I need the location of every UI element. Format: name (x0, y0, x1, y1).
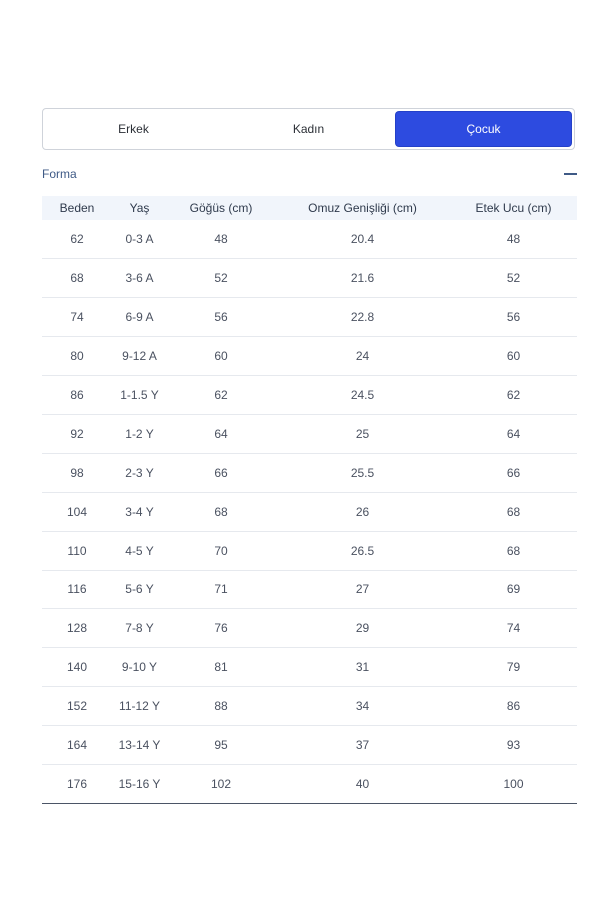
table-row (42, 570, 577, 609)
section-title: Forma (42, 167, 77, 181)
cell-yas: 13-14 Y (118, 738, 161, 753)
header-gogus: Göğüs (cm) (189, 201, 253, 215)
cell-yas: 15-16 Y (118, 776, 161, 791)
cell-etek-ucu: 86 (506, 699, 521, 714)
cell-beden: 80 (70, 349, 84, 364)
cell-etek-ucu: 74 (506, 621, 521, 636)
size-table (42, 196, 577, 804)
table-row (42, 414, 577, 453)
table-row (42, 764, 577, 803)
header-yas: Yaş (129, 201, 150, 215)
table-row (42, 609, 577, 648)
cell-omuz-genisligi: 40 (355, 776, 370, 791)
cell-etek-ucu: 100 (503, 776, 524, 791)
cell-omuz-genisligi: 37 (355, 738, 370, 753)
cell-yas: 9-10 Y (121, 660, 158, 675)
cell-yas: 7-8 Y (125, 621, 154, 636)
cell-beden: 176 (66, 776, 88, 791)
cell-gogus: 88 (214, 699, 228, 714)
cell-etek-ucu: 66 (506, 465, 521, 480)
table-row (42, 337, 577, 376)
table-row (42, 298, 577, 337)
cell-gogus: 60 (214, 349, 228, 364)
header-beden: Beden (59, 201, 95, 215)
table-row (42, 220, 577, 259)
cell-omuz-genisligi: 26 (355, 504, 370, 519)
cell-etek-ucu: 52 (506, 271, 521, 286)
cell-gogus: 81 (214, 660, 228, 675)
cell-etek-ucu: 68 (506, 504, 521, 519)
cell-beden: 86 (70, 388, 84, 402)
cell-etek-ucu: 60 (506, 349, 521, 364)
cell-etek-ucu: 79 (506, 660, 521, 675)
cell-omuz-genisligi: 27 (355, 582, 370, 597)
cell-etek-ucu: 93 (506, 738, 521, 753)
cell-omuz-genisligi: 25.5 (350, 465, 375, 480)
cell-yas: 3-4 Y (125, 504, 154, 519)
cell-yas: 2-3 Y (125, 465, 154, 480)
cell-yas: 4-5 Y (125, 543, 154, 558)
cell-omuz-genisligi: 24.5 (350, 388, 375, 402)
cell-gogus: 76 (214, 621, 228, 636)
cell-omuz-genisligi: 31 (355, 660, 370, 675)
cell-gogus: 56 (214, 310, 228, 325)
table-header-row (42, 196, 577, 220)
tab-erkek[interactable]: Erkek (118, 122, 149, 136)
cell-yas: 6-9 A (125, 310, 154, 325)
cell-yas: 0-3 A (125, 232, 154, 247)
section-header-forma[interactable] (42, 163, 577, 185)
cell-etek-ucu: 68 (506, 543, 521, 558)
cell-beden: 98 (70, 465, 84, 480)
cell-beden: 62 (70, 232, 84, 247)
cell-yas: 9-12 A (122, 349, 157, 364)
cell-gogus: 66 (214, 465, 228, 480)
cell-beden: 92 (70, 426, 84, 441)
table-row (42, 687, 577, 726)
table-row (42, 648, 577, 687)
table-row (42, 259, 577, 298)
cell-etek-ucu: 56 (506, 310, 521, 325)
tab-kadin[interactable]: Kadın (292, 122, 325, 136)
cell-beden: 164 (66, 738, 88, 753)
cell-gogus: 71 (214, 582, 228, 597)
tab-cocuk[interactable]: Çocuk (396, 112, 571, 146)
cell-gogus: 62 (214, 388, 228, 402)
cell-omuz-genisligi: 29 (355, 621, 370, 636)
cell-yas: 3-6 A (125, 271, 154, 286)
gender-tabs (42, 108, 575, 150)
cell-omuz-genisligi: 34 (355, 699, 370, 714)
table-row (42, 453, 577, 492)
table-row (42, 531, 577, 570)
cell-beden: 68 (70, 271, 84, 286)
cell-etek-ucu: 64 (506, 426, 521, 441)
cell-yas: 1-2 Y (125, 426, 154, 441)
header-omuz-genisligi: Omuz Genişliği (cm) (308, 201, 417, 215)
cell-beden: 152 (66, 699, 88, 714)
table-row (42, 376, 577, 415)
cell-beden: 104 (66, 504, 88, 519)
cell-yas: 5-6 Y (125, 582, 154, 597)
cell-beden: 74 (70, 310, 84, 325)
minus-icon[interactable] (563, 167, 577, 181)
cell-beden: 128 (66, 621, 88, 636)
cell-gogus: 64 (214, 426, 228, 441)
cell-omuz-genisligi: 26.5 (350, 543, 375, 558)
cell-beden: 110 (67, 543, 87, 558)
header-etek-ucu: Etek Ucu (cm) (475, 201, 552, 215)
cell-omuz-genisligi: 24 (355, 349, 370, 364)
cell-etek-ucu: 69 (506, 582, 521, 597)
cell-gogus: 70 (214, 543, 228, 558)
cell-omuz-genisligi: 21.6 (350, 271, 375, 286)
cell-gogus: 48 (214, 232, 228, 247)
cell-omuz-genisligi: 20.4 (350, 232, 375, 247)
cell-beden: 116 (67, 582, 87, 597)
table-body (42, 220, 577, 803)
cell-gogus: 102 (210, 776, 232, 791)
table-row (42, 726, 577, 765)
cell-gogus: 52 (214, 271, 228, 286)
cell-etek-ucu: 62 (506, 388, 521, 402)
cell-yas: 1-1.5 Y (120, 388, 159, 402)
cell-beden: 140 (66, 660, 88, 675)
cell-omuz-genisligi: 22.8 (350, 310, 375, 325)
cell-etek-ucu: 48 (506, 232, 521, 247)
cell-omuz-genisligi: 25 (355, 426, 370, 441)
cell-gogus: 95 (214, 738, 228, 753)
cell-gogus: 68 (214, 504, 228, 519)
table-row (42, 492, 577, 531)
cell-yas: 11-12 Y (119, 699, 160, 714)
